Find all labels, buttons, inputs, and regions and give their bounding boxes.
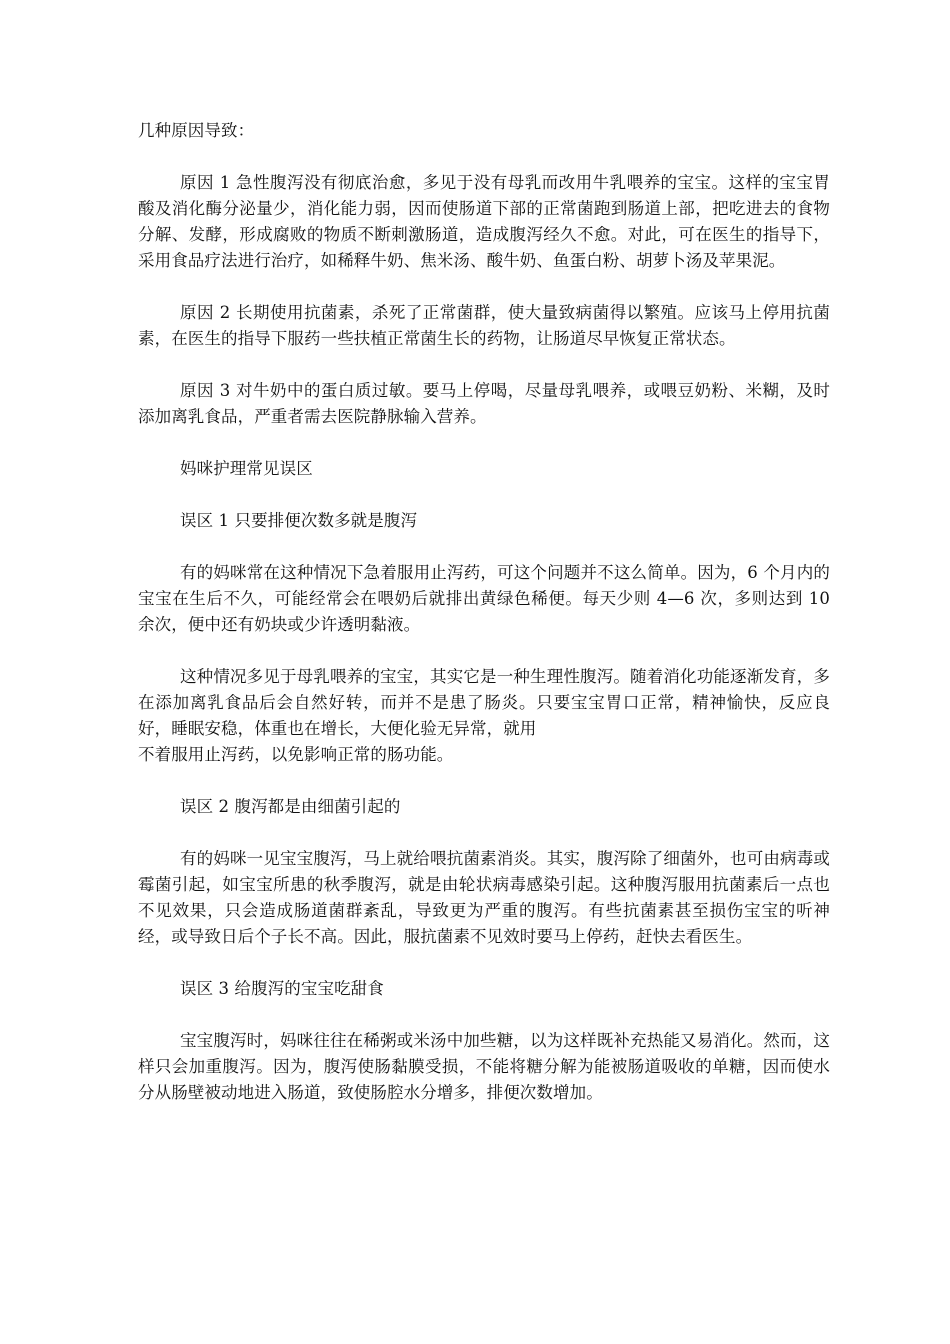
myth-1-paragraph-2 bbox=[138, 664, 830, 742]
myth-2-title: 误区 2 腹泻都是由细菌引起的 bbox=[180, 797, 401, 816]
myth-1-paragraph-1: 有的妈咪常在这种情况下急着服用止泻药，可这个问题并不这么简单。因为，6 个月内的宝宝在生后不久，可能经常会在喂奶后就排出黄绿色稀便。每天少则 4—6 次，多则达到 10 余次，便中还有奶块或少许透明黏液。 bbox=[138, 563, 830, 634]
section-heading: 妈咪护理常见误区 bbox=[180, 459, 313, 478]
myth-1-title: 误区 1 只要排便次数多就是腹泻 bbox=[180, 511, 418, 530]
myth-1-paragraph-2-line-2: 不着服用止泻药，以免影响正常的肠功能。 bbox=[138, 745, 454, 764]
myth-1-paragraph-2-continuation bbox=[138, 742, 830, 768]
myth-3-paragraph: 宝宝腹泻时，妈咪往往在稀粥或米汤中加些糖，以为这样既补充热能又易消化。然而，这样只会加重腹泻。因为，腹泻使肠黏膜受损，不能将糖分解为能被肠道吸收的单糖，因而使水分从肠壁被动地进入肠道，致使肠腔水分增多，排便次数增加。 bbox=[138, 1031, 830, 1102]
myth-3-title: 误区 3 给腹泻的宝宝吃甜食 bbox=[180, 979, 384, 998]
cause-1-paragraph: 原因 1 急性腹泻没有彻底治愈，多见于没有母乳而改用牛乳喂养的宝宝。这样的宝宝胃酸及消化酶分泌量少，消化能力弱，因而使肠道下部的正常菌跑到肠道上部，把吃进去的食物分解、发酵，形成腐败的物质不断刺激肠道，造成腹泻经久不愈。对此，可在医生的指导下，采用食品疗法进行治疗，如稀释牛奶、焦米汤、酸牛奶、鱼蛋白粉、胡萝卜汤及苹果泥。 bbox=[138, 173, 830, 270]
intro-text: 几种原因导致： bbox=[138, 121, 255, 140]
myth-1-paragraph-2-line-1: 这种情况多见于母乳喂养的宝宝，其实它是一种生理性腹泻。随着消化功能逐渐发育，多在添加离乳食品后会自然好转，而并不是患了肠炎。只要宝宝胃口正常，精神愉快，反应良好，睡眠安稳，体重也在增长，大便化验无异常，就用 bbox=[138, 667, 830, 738]
document-body bbox=[138, 118, 830, 1106]
cause-3-paragraph: 原因 3 对牛奶中的蛋白质过敏。要马上停喝，尽量母乳喂养，或喂豆奶粉、米糊，及时添加离乳食品，严重者需去医院静脉输入营养。 bbox=[138, 381, 830, 426]
myth-2-paragraph: 有的妈咪一见宝宝腹泻，马上就给喂抗菌素消炎。其实，腹泻除了细菌外，也可由病毒或霉菌引起，如宝宝所患的秋季腹泻，就是由轮状病毒感染引起。这种腹泻服用抗菌素后一点也不见效果，只会造成肠道菌群紊乱，导致更为严重的腹泻。有些抗菌素甚至损伤宝宝的听神经，或导致日后个子长不高。因此，服抗菌素不见效时要马上停药，赶快去看医生。 bbox=[138, 849, 830, 946]
cause-2-paragraph: 原因 2 长期使用抗菌素，杀死了正常菌群，使大量致病菌得以繁殖。应该马上停用抗菌素，在医生的指导下服药一些扶植正常菌生长的药物，让肠道尽早恢复正常状态。 bbox=[138, 303, 830, 348]
